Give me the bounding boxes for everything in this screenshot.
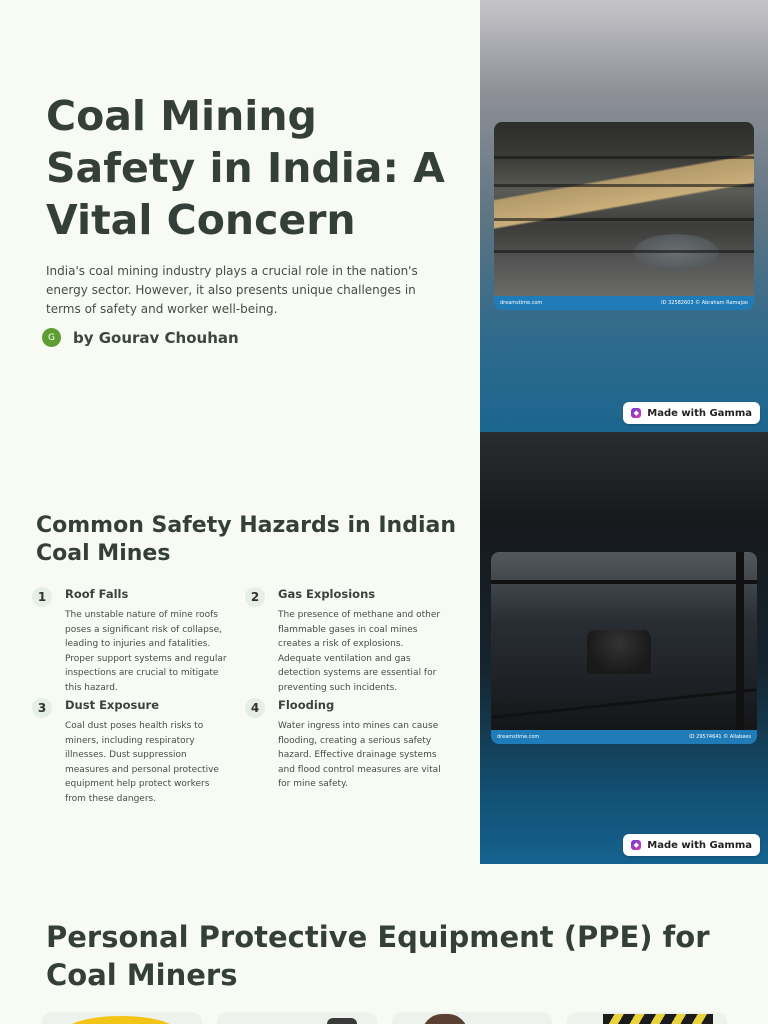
photo-id: ID 32582603 © Abraham Ramajoo [661, 300, 748, 306]
safety-vest-image [603, 1014, 713, 1024]
badge-label: Made with Gamma [647, 839, 752, 851]
made-with-gamma-badge[interactable] [623, 834, 760, 856]
badge-label: Made with Gamma [647, 407, 752, 419]
intro-text: India's coal mining industry plays a crucial role in the nation's energy sector. However, it also presents unique challenges in terms of safety and worker well-being. [46, 264, 418, 316]
page-title: Coal Mining Safety in India: A Vital Concern [46, 92, 445, 244]
hazard-title: Flooding [278, 698, 335, 712]
hazard-number: 4 [245, 698, 265, 718]
hazard-description: The presence of methane and other flammable gases in coal mines creates a risk of explosions. Adequate ventilation and gas detection systems are essential for preventing such incidents. [278, 610, 441, 693]
photo-id: ID 29574641 © Allabees [689, 734, 751, 740]
ppe-card [567, 1012, 727, 1024]
ppe-card [42, 1012, 202, 1024]
photo-source: dreamstime.com [497, 734, 540, 740]
image-panel [480, 432, 768, 864]
slide-hazards [0, 432, 768, 864]
photo-credit-bar [494, 296, 754, 310]
coal-rail-image [491, 552, 757, 730]
author-row [42, 328, 239, 347]
avatar: G [42, 328, 61, 347]
coal-mine-photo [494, 122, 754, 310]
miner-image [422, 1014, 468, 1024]
photo-credit-bar [491, 730, 757, 744]
open-pit-mine-image [494, 122, 754, 296]
hard-hat-image [66, 1016, 176, 1024]
hazard-description: Coal dust poses health risks to miners, including respiratory illnesses. Dust suppression measures and personal protective equipment help protect workers from these dangers. [65, 721, 219, 804]
slide-ppe [0, 864, 768, 1024]
section-title: Personal Protective Equipment (PPE) for Coal Miners [46, 920, 710, 992]
gamma-logo-icon: ◆ [631, 840, 641, 850]
hazard-title: Gas Explosions [278, 587, 376, 601]
hazard-title: Dust Exposure [65, 698, 159, 712]
respirator-image [327, 1018, 357, 1024]
coal-cart [587, 630, 651, 674]
author-name: by Gourav Chouhan [73, 328, 239, 347]
hazard-description: Water ingress into mines can cause flooding, creating a serious safety hazard. Effective drainage systems and flood control measures are vital for mine safety. [278, 721, 441, 789]
hazard-number: 2 [245, 587, 265, 607]
hazard-description: The unstable nature of mine roofs poses a significant risk of collapse, leading to injuries and fatalities. Proper support systems and regular inspections are crucial to mitigate this hazard. [65, 610, 227, 693]
mine-rail-photo [491, 552, 757, 744]
hazard-number: 1 [32, 587, 52, 607]
ppe-card [217, 1012, 377, 1024]
ppe-card [392, 1012, 552, 1024]
section-title: Common Safety Hazards in Indian Coal Mines [36, 513, 457, 566]
image-panel [480, 0, 768, 432]
gamma-logo-icon: ◆ [631, 408, 641, 418]
made-with-gamma-badge[interactable] [623, 402, 760, 424]
photo-source: dreamstime.com [500, 300, 543, 306]
slide-title [0, 0, 768, 432]
hazard-number: 3 [32, 698, 52, 718]
hazard-title: Roof Falls [65, 587, 129, 601]
